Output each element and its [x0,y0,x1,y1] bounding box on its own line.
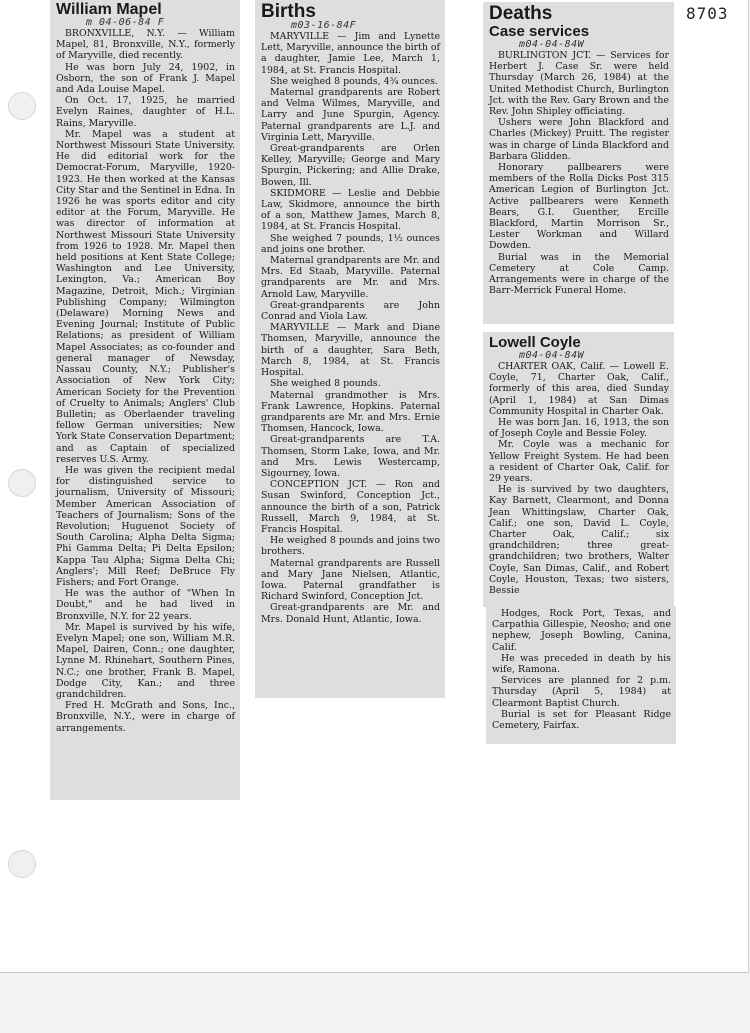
case-handwritten-date: m04-04-84W [519,39,585,50]
article-paragraph: Great-grandparents are Mr. and Mrs. Donald Hunt, Atlantic, Iowa. [261,602,440,625]
article-paragraph: Ushers were John Blackford and Charles (Mickey) Pruitt. The register was in charge of Linda Blackford and Barbara Glidden. [489,117,669,162]
article-paragraph: Services are planned for 2 p.m. Thursday (April 5, 1984) at Clearmont Baptist Church. [492,675,671,709]
article-paragraph: Maternal grandmother is Mrs. Frank Lawrence, Hopkins. Paternal grandparents are Mr. and Mrs. Ernie Thomsen, Hancock, Iowa. [261,389,440,435]
article-paragraph: MARYVILLE — Jim and Lynette Lett, Maryville, announce the birth of a daughter, Jamie Lee, March 1, 1984, at St. Francis Hospital. [261,31,440,76]
article-paragraph: She weighed 7 pounds, 1½ ounces and joins one brother. [261,232,440,255]
coyle-obituary-clipping [483,332,674,607]
article-paragraph: Great-grandparents are John Conrad and Viola Law. [261,299,440,323]
punch-hole [8,92,36,120]
article-paragraph: He was the author of "When In Doubt," and he had lived in Bronxville, N.Y. for 22 years. [56,588,235,622]
article-paragraph: Burial was in the Memorial Cemetery at Cole Camp. Arrangements were in charge of the Barr-Merrick Funeral Home. [489,251,669,297]
article-paragraph: She weighed 8 pounds. [270,378,381,390]
article-paragraph: He weighed 8 pounds and joins two brothers. [261,535,440,558]
article-paragraph: Mr. Mapel is survived by his wife, Evelyn Mapel; one son, William M.R. Mapel, Dairen, Conn.; one daughter, Lynne M. Rhinehart, Southern Pines, N.C.; one brother, Frank B. Mapel, Dodge City, Kan.; and three grandchildren. [56,621,235,700]
page-number-handwritten: 8703 [686,4,729,23]
article-paragraph: Burial is set for Pleasant Ridge Cemetery, Fairfax. [492,708,671,732]
article-paragraph: Maternal grandparents are Russell and Mary Jane Nielsen, Atlantic, Iowa. Paternal grandfather is Richard Swinford, Conception Jct. [261,557,440,603]
coyle-headline: Lowell Coyle [489,334,581,351]
article-paragraph: On Oct. 17, 1925, he married Evelyn Raines, daughter of H.L. Rains, Maryville. [56,95,235,129]
case-services-clipping [483,2,674,324]
case-body [489,50,669,296]
births-body [261,31,440,625]
article-paragraph: BRONXVILLE, N.Y. — William Mapel, 81, Bronxville, N.Y., formerly of Maryville, died recently. [56,28,235,62]
punch-hole [8,469,36,497]
article-paragraph: Hodges, Rock Port, Texas, and Carpathia Gillespie, Neosho; and one nephew, Joseph Bowling, Canina, Calif. [492,608,671,653]
article-paragraph: Mr. Mapel was a student at Northwest Missouri State University. He did editorial work for the Democrat-Forum, Maryville, 1920-1923. He then worked at the Kansas City Star and the Sentinel in Edna. In 1926 he was sports editor and city editor at the Forum, Maryville. He was director of information at Northwest Missouri State University from 1926 to 1928. Mr. Mapel then held positions at Kent State College; Washington and Lee University, Lexington, Va.; American Boy Magazine, Detroit, Mich.; Virginian Publishing Company; Wilmington (Delaware) Morning News and Evening Journal; Institute of Public Relations; as president of William Mapel Associates; as co-founder and general manager of Newsday, Nassau County, N.Y.; Publisher's Association of New York City; American Society for the Prevention of Cruelty to Animals; Anglers' Club Bulletin; as Oberlaender traveling fellow German universities; New York State Conservation Department; and as Captain of specialized reserves U.S. Army. [56,128,235,465]
article-paragraph: He is survived by two daughters, Kay Barnett, Clearmont, and Donna Jean Whittingslaw, Charter Oak, Calif.; one son, David L. Coyle, Charter Oak, Calif.; six grandchildren; three great-grandchildren; two brothers, Walter Coyle, San Dimas, Calif., and Robert Coyle, Houston, Texas; two sisters, Bessie [489,484,669,597]
article-paragraph: Honorary pallbearers were members of the Rolla Dicks Post 315 American Legion of Burlington Jct. Active pallbearers were Kenneth Bears, G.I. Guenther, Ercille Blackford, Martin Morrison Sr., Lester Workman and Willard Dowden. [489,162,669,252]
article-paragraph: CHARTER OAK, Calif. — Lowell E. Coyle, 71, Charter Oak, Calif., formerly of this area, died Sunday (April 1, 1984) at San Dimas Community Hospital in Charter Oak. [489,361,669,417]
article-paragraph: He was born Jan. 16, 1913, the son of Joseph Coyle and Bessie Foley. [489,417,669,440]
article-paragraph: She weighed 8 pounds, 4¾ ounces. [270,75,438,87]
article-paragraph: Maternal grandparents are Mr. and Mrs. Ed Staab, Maryville. Paternal grandparents are Mr. and Mrs. Arnold Law, Maryville. [261,255,440,300]
coyle-body [489,361,669,596]
coyle-continued-clipping [486,606,676,744]
article-paragraph: CONCEPTION JCT. — Ron and Susan Swinford, Conception Jct., announce the birth of a son, Patrick Russell, March 9, 1984, at St. Francis Hospital. [261,479,440,535]
mapel-headline: William Mapel [56,1,162,18]
article-paragraph: Mr. Coyle was a mechanic for Yellow Freight System. He had been a resident of Charter Oak, Calif. for 29 years. [489,439,669,485]
mapel-body [56,28,235,734]
births-handwritten-date: m03-16-84F [291,20,357,31]
article-paragraph: Great-grandparents are Orlen Kelley, Maryville; George and Mary Spurgin, Pickering; and Allie Drake, Bowen, Ill. [261,143,440,188]
article-paragraph: Maternal grandparents are Robert and Velma Wilmes, Maryville, and Larry and June Spurgin, Agency. Paternal grandparents are L.J. and Virginia Lett, Maryville. [261,87,440,143]
punch-hole [8,850,36,878]
article-paragraph: Great-grandparents are T.A. Thomsen, Storm Lake, Iowa, and Mr. and Mrs. Lewis Westercamp, Sigourney, Iowa. [261,434,440,479]
article-paragraph: BURLINGTON JCT. — Services for Herbert J. Case Sr. were held Thursday (March 26, 1984) at the United Methodist Church, Burlington Jct. with the Rev. Gary Brown and the Rev. John Shipley officiating. [489,50,669,118]
mapel-obituary-clipping [50,0,240,800]
case-services-headline: Case services [489,23,590,40]
coyle-handwritten-date: m04-04-84W [519,350,585,361]
article-paragraph: He was given the recipient medal for distinguished service to journalism, University of Missouri; Member American Association of Teachers of Journalism; Sons of the Revolution; Huguenot Society of South Carolina; Alpha Delta Sigma; Phi Gamma Delta; Pi Delta Epsilon; Kappa Tau Alpha; Sigma Delta Chi; Anglers'; Mill Reef; DeBruce Fly Fishers; and Fort Orange. [56,464,235,588]
article-paragraph: He was preceded in death by his wife, Ramona. [492,652,671,676]
births-headline: Births [261,1,316,22]
article-paragraph: SKIDMORE — Leslie and Debbie Law, Skidmore, announce the birth of a son, Matthew James, March 8, 1984, at St. Francis Hospital. [261,187,440,233]
article-paragraph: Fred H. McGrath and Sons, Inc., Bronxville, N.Y., were in charge of arrangements. [56,700,235,734]
article-paragraph: He was born July 24, 1902, in Osborn, the son of Frank J. Mapel and Ada Louise Mapel. [56,61,235,96]
mapel-handwritten-date: m 04-06-84 F [86,17,165,28]
births-clipping [255,0,445,698]
deaths-headline: Deaths [489,3,553,24]
article-paragraph: MARYVILLE — Mark and Diane Thomsen, Maryville, announce the birth of a daughter, Sara Beth, March 8, 1984, at St. Francis Hospital. [261,322,440,379]
coyle-continued-body [492,608,671,731]
